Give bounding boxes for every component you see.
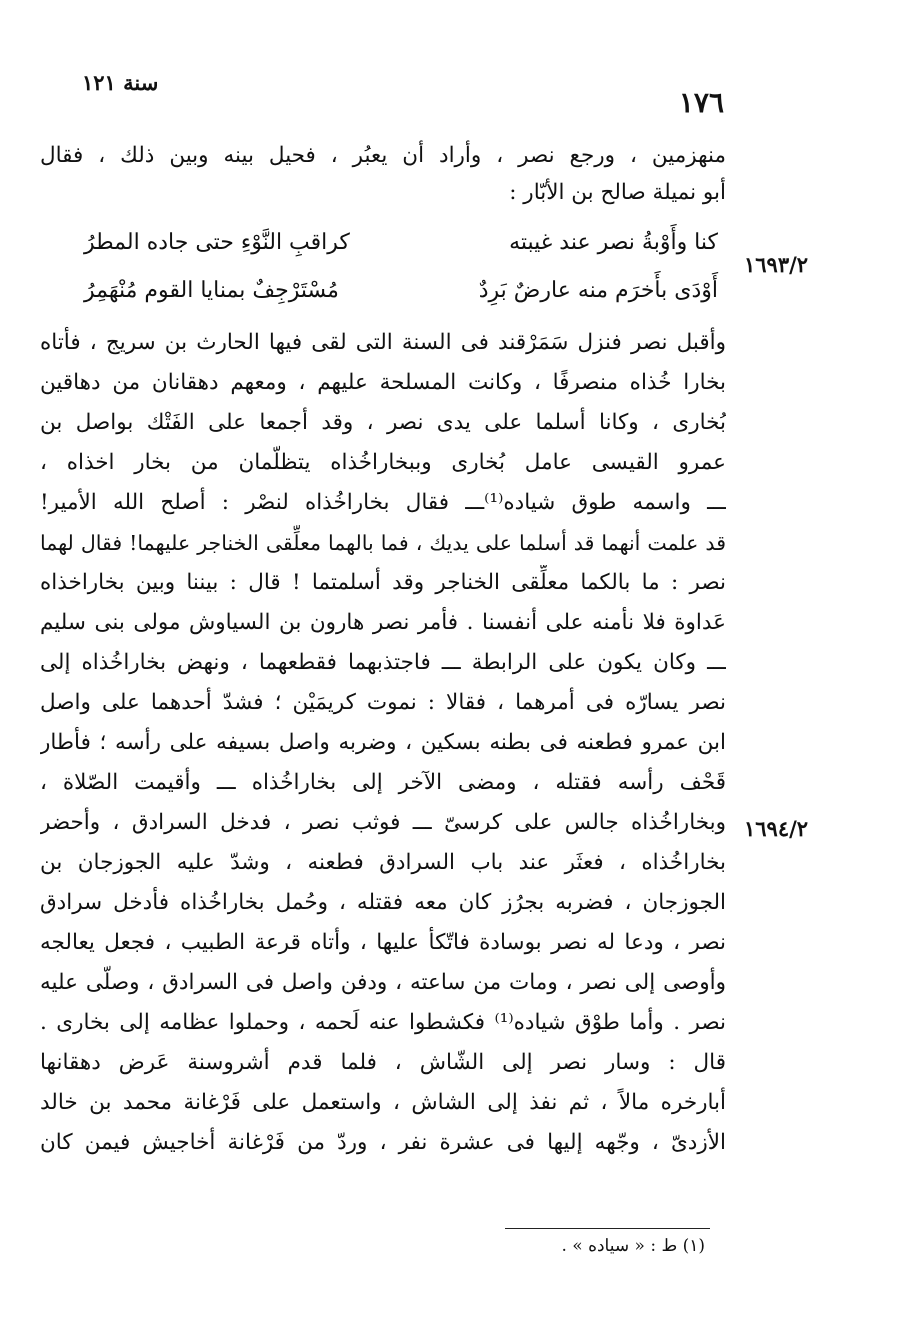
text-line: وأوصى إلى نصر ، ومات من ساعته ، ودفن واصل فى السرادق ، وصلّى عليه: [40, 970, 726, 995]
text-line: بخارا خُذاه منصرفًا ، وكانت المسلحة عليهم ، ومعهم دهقانان من دهاقين: [40, 370, 726, 395]
text-line: ابن عمرو فطعنه فى بطنه بسكين ، وضربه واصل بسيفه على رأسه ؛ فأطار: [40, 730, 726, 755]
verse-hemistich: أَوْدَى بأَخرَم منه عارضٌ بَرِدٌ: [478, 278, 718, 303]
text-line: عَداوة فلا نأمنه على أنفسنا . فأمر نصر هارون بن السياوش مولى بنى سليم: [40, 610, 726, 635]
text-line: وأقبل نصر فنزل سَمَرْقند فى السنة التى لقى فيها الحارث بن سريج ، فأتاه: [40, 330, 726, 355]
text-line: الأزدىّ ، وجّهه إليها فى عشرة نفر ، وردّ من فَرْغانة أخاجيش فيمن كان: [40, 1130, 726, 1155]
text-line: الجوزجان ، فضربه بجرُز كان معه فقتله ، وحُمل بخاراخُذاه فأدخل سرادق: [40, 890, 726, 915]
main-text: [40, 125, 726, 1215]
verse-hemistich: كراقبِ النَّوْءِ حتى جاده المطرُ: [84, 230, 350, 255]
text-line: قال : وسار نصر إلى الشّاش ، فلما قدم أشروسنة عَرض دهقانها: [40, 1050, 726, 1075]
text-line: نصر يسارّه فى أمرهما ، فقالا : نموت كريمَيْن ؛ فشدّ أحدهما على واصل: [40, 690, 726, 715]
footnote: (١) ط : « سياده » .: [561, 1236, 705, 1256]
text-line: نصر . وأما طوْق شياده⁽¹⁾ فكشطوا عنه لَحمه ، وحملوا عظامه إلى بخارى .: [40, 1010, 726, 1035]
margin-reference: ١٦٩٤/٢: [744, 816, 809, 841]
page-number: ١٧٦: [678, 86, 724, 119]
text-line: أبو نميلة صالح بن الأبّار :: [509, 180, 726, 205]
text-line: أبارخره مالاً ، ثم نفذ إلى الشاش ، واستعمل على فَرْغانة محمد بن خالد: [40, 1090, 726, 1115]
text-line: ـــ وكان يكون على الرابطة ـــ فاجتذبهما فقطعهما ، ونهض بخاراخُذاه إلى: [40, 650, 726, 675]
poem-verse: [40, 273, 726, 309]
margin-reference: ١٦٩٣/٢: [744, 252, 809, 277]
text-line: قَحْف رأسه فقتله ، ومضى الآخر إلى بخاراخُذاه ـــ وأقيمت الصّلاة ،: [40, 770, 726, 795]
text-line: نصر ، ودعا له نصر بوسادة فاتّكأ عليها ، وأتاه قرعة الطبيب ، فجعل يعالجه: [40, 930, 726, 955]
text-line: بخاراخُذاه ، فعثَر عند باب السرادق فطعنه ، وشدّ عليه الجوزجان بن: [40, 850, 726, 875]
text-line: عمرو القيسى عامل بُخارى وببخاراخُذاه يتظلّمان من بخار اخذاه ،: [40, 450, 726, 475]
running-header-year: سنة ١٢١: [82, 70, 159, 95]
poem-verse: [40, 225, 726, 261]
verse-hemistich: كنا وأَوْبةُ نصر عند غيبته: [509, 230, 718, 255]
text-line: قد علمت أنهما قد أسلما على يديك ، فما بالهما معلِّقى الخناجر عليهما! فقال لهما: [40, 531, 726, 555]
text-line: نصر : ما بالكما معلِّقى الخناجر وقد أسلمتما ! قال : بيننا وبين بخاراخذاه: [40, 570, 726, 595]
text-line: منهزمين ، ورجع نصر ، وأراد أن يعبُر ، فحيل بينه وبين ذلك ، فقال: [40, 143, 726, 168]
footnote-divider: [505, 1228, 710, 1229]
verse-hemistich: مُسْتَرْجِفٌ بمنايا القوم مُنْهَمِرُ: [84, 278, 339, 303]
text-line: وبخاراخُذاه جالس على كرسىّ ـــ فوثب نصر ، فدخل السرادق ، وأحضر: [40, 810, 726, 835]
text-line: بُخارى ، وكانا أسلما على يدى نصر ، وقد أجمعا على الفَتْك بواصل بن: [40, 410, 726, 435]
text-line: ـــ واسمه طوق شياده⁽¹⁾ـــ فقال بخاراخُذاه لنصْر : أصلح الله الأمير!: [40, 490, 726, 515]
